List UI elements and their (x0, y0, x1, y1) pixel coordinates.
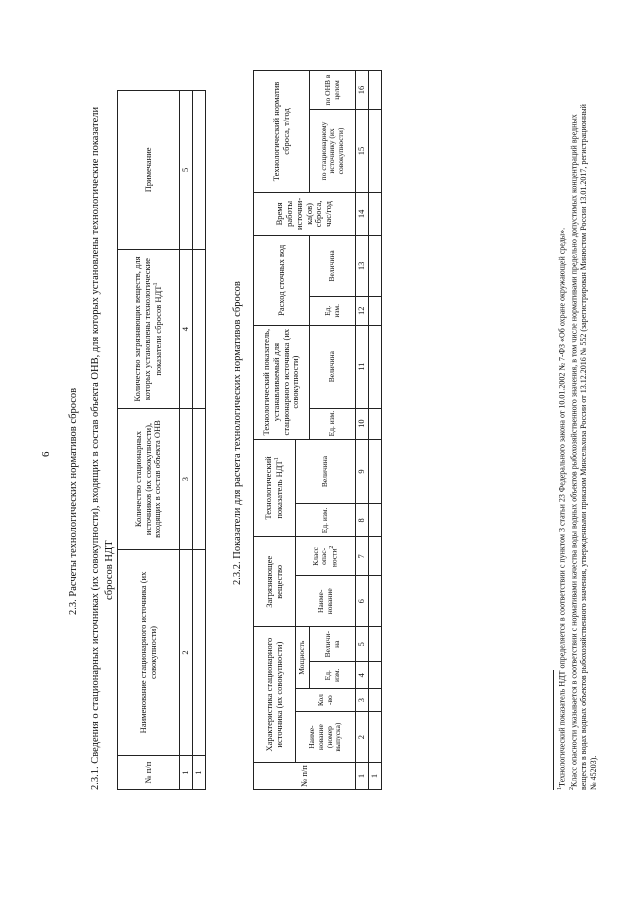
t2-row1-num: 1 (368, 763, 381, 790)
t2-sub-per-source: по стационарному источнику (их совокупности) (310, 110, 356, 193)
t1-header-sup: 1 (152, 282, 159, 286)
t2-colnum-3: 3 (356, 689, 369, 712)
t2-row1-cell (368, 325, 381, 408)
t2-row1-cell (368, 110, 381, 193)
t1-header-pollutant-count-text: Количество загрязняющих веществ, для которых установлены технологические показатели сбросов НДТ (132, 256, 163, 402)
t2-colnum-12: 12 (356, 296, 369, 325)
footnote-2-mark: 2 (569, 787, 575, 790)
t1-header-source-name: Наименование стационарного источника (их совокупности) (118, 549, 180, 755)
t1-header-source-count: Количество стационарных источников (их совокупности), входящих в состав объекта ОНВ (118, 409, 180, 549)
t2-sub-source-name: Наиме-нование (номер выпуска) (296, 712, 356, 763)
subsection-2-title: 2.3.2. Показатели для расчета технологических нормативов сбросов (232, 281, 243, 585)
t2-row1-cell (368, 296, 381, 325)
footnote-2 (569, 100, 598, 790)
t2-sub-discharge-value: Величина (310, 235, 356, 296)
t1-row1-cell (192, 249, 205, 409)
t1-header-pollutant-count (118, 249, 180, 409)
t2-header-source-char: Характеристика стационарного источника (их совокупности) (254, 627, 296, 763)
t1-colnum-4: 4 (180, 249, 193, 409)
t2-colnum-11: 11 (356, 325, 369, 408)
t2-sub-ndt-value: Величина (296, 439, 356, 504)
indicators-table (253, 70, 382, 790)
t2-colnum-15: 15 (356, 110, 369, 193)
t2-colnum-5: 5 (356, 627, 369, 662)
t2-row1-cell (368, 712, 381, 763)
t2-sub-power: Мощность (296, 627, 310, 689)
t1-row1-cell (192, 549, 205, 755)
t2-row1-cell (368, 192, 381, 235)
t2-sub-hazard-text: Класс опас-ности (310, 547, 339, 568)
t2-colnum-1: 1 (356, 763, 369, 790)
t2-header-tech-ndt-text: Технологический показатель НДТ (263, 456, 284, 520)
footnote-divider (553, 670, 554, 790)
t1-colnum-2: 2 (180, 549, 193, 755)
t2-colnum-6: 6 (356, 576, 369, 627)
t2-sub-onv-unit: Ед. изм. (310, 408, 356, 439)
footnote-1 (557, 100, 567, 790)
t2-colnum-13: 13 (356, 235, 369, 296)
t2-colnum-4: 4 (356, 662, 369, 689)
t2-colnum-14: 14 (356, 192, 369, 235)
subsection-1-title: 2.3.1. Сведения о стационарных источниках (их совокупности), входящих в состав объекта ОНВ, для которых установлены технологические показатели (90, 106, 101, 790)
t2-sub-power-unit: Ед. изм. (310, 662, 356, 689)
t1-colnum-3: 3 (180, 409, 193, 549)
t2-colnum-10: 10 (356, 408, 369, 439)
t2-header-norm: Технологический норматив сброса, т/год (254, 71, 310, 193)
t1-row1-num: 1 (192, 756, 205, 790)
t2-colnum-16: 16 (356, 71, 369, 110)
t2-sub-discharge-unit: Ед. изм. (310, 296, 356, 325)
footnote-2-text: Класс опасности указывается в соответствии с нормативами качества воды водных объектов рыбохозяйственного значения, в том числе нормативами предельно допустимых концентраций вредных веществ в водах водных объектов рыбохозяйственного значения, утвержденными приказом Минсельхоза России от 13.12.2016 № 552 (зарегистрирован Минюстом России 13.01.2017, регистрационный № 45203). (569, 104, 598, 790)
page-number: 6 (40, 451, 52, 457)
t2-sub-onv-total: по ОНВ в целом (310, 71, 356, 110)
subsection-1-title-cont: сбросов НДТ (104, 540, 115, 600)
t2-sub-hazard-sup: 2 (329, 545, 336, 549)
t1-header-num: № п/п (118, 756, 180, 790)
t2-colnum-9: 9 (356, 439, 369, 504)
t2-colnum-7: 7 (356, 537, 369, 576)
t1-colnum-5: 5 (180, 91, 193, 250)
t1-colnum-1: 1 (180, 756, 193, 790)
t2-sub-pollutant-name: Наиме-нование (296, 576, 356, 627)
t2-row1-cell (368, 662, 381, 689)
t2-row1-cell (368, 71, 381, 110)
footnote-1-mark: 1 (557, 787, 563, 790)
t2-row1-cell (368, 235, 381, 296)
t2-row1-cell (368, 504, 381, 537)
t2-sub-qty: Кол -во (296, 689, 356, 712)
section-title: 2.3. Расчеты технологических нормативов сбросов (68, 387, 79, 615)
t2-header-pollutant: Загрязняющее вещество (254, 537, 296, 627)
t2-header-tech-ndt-sup: 1 (274, 457, 281, 461)
t2-sub-hazard (296, 537, 356, 576)
t2-row1-cell (368, 408, 381, 439)
t2-header-discharge: Расход сточных вод (254, 235, 310, 325)
t2-row1-cell (368, 689, 381, 712)
t2-sub-onv-value: Величина (310, 325, 356, 408)
t1-header-note: Примечание (118, 91, 180, 250)
t2-header-tech-ndt (254, 439, 296, 537)
t2-sub-power-value: Величи-на (310, 627, 356, 662)
t2-header-tech-onv: Технологический показатель, устанавливаемый для стационарного источника (их совокупности) (254, 325, 310, 439)
t2-colnum-8: 8 (356, 504, 369, 537)
t2-row1-cell (368, 537, 381, 576)
sources-table (117, 90, 206, 790)
t2-header-num: № п/п (254, 763, 356, 790)
t1-row1-cell (192, 91, 205, 250)
t2-row1-cell (368, 627, 381, 662)
footnote-1-text: Технологический показатель НДТ определяется в соответствии с пунктом 3 статьи 23 Федерального закона от 10.01.2002 № 7-ФЗ «Об охране окружающей среды». (557, 227, 567, 787)
t2-sub-ndt-unit: Ед. изм. (296, 504, 356, 537)
t2-row1-cell (368, 576, 381, 627)
t2-colnum-2: 2 (356, 712, 369, 763)
t1-row1-cell (192, 409, 205, 549)
t2-row1-cell (368, 439, 381, 504)
t2-header-worktime: Время работы источни-ка(ов) сброса, час/год (254, 192, 356, 235)
